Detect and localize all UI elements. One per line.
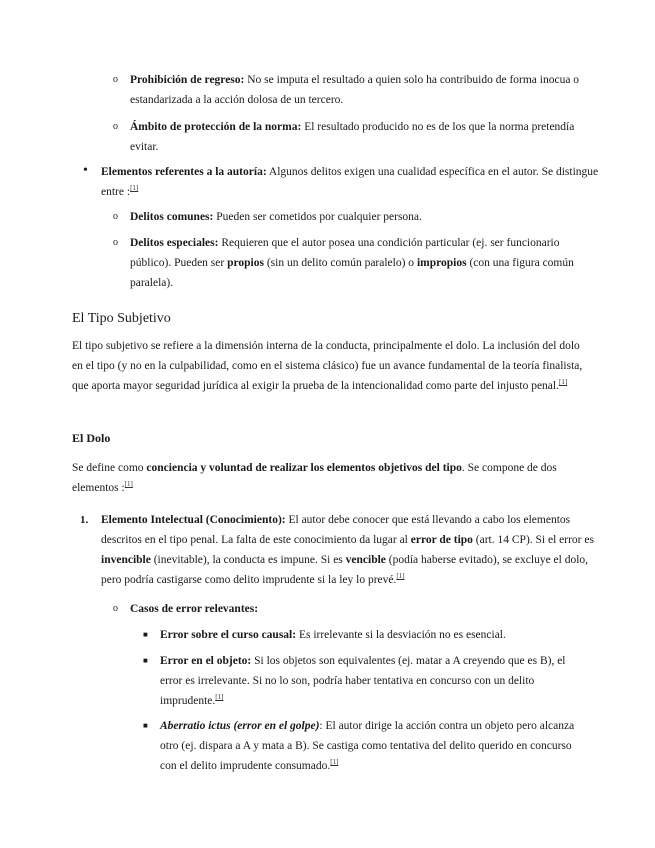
list-item xyxy=(130,207,600,227)
term: Delitos comunes: xyxy=(130,211,214,223)
list-item xyxy=(130,599,600,619)
definition: conciencia y voluntad de realizar los elementos objetivos del tipo xyxy=(146,462,462,474)
footnote-link[interactable]: [1] xyxy=(396,572,405,581)
item-text: El resultado producido no es de los que la norma pretendía evitar. xyxy=(130,121,575,153)
item-text: No se imputa el resultado a quien solo ha contribuido de forma inocua o estandarizada a la acción dolosa de un tercero. xyxy=(130,74,580,106)
item-text: : El autor dirige la acción contra un objeto pero alcanza otro (ej. dispara a A y mata a B). Se castiga como tentativa del delito querido en concurso con el delito imprudente consumado. xyxy=(160,720,575,772)
list-item xyxy=(101,510,601,590)
footnote-link[interactable]: [1] xyxy=(124,480,133,489)
list-item xyxy=(130,70,600,110)
text: (inevitable), la conducta es impune. Si es xyxy=(150,554,346,566)
term-error-tipo: error de tipo xyxy=(410,534,473,546)
term: Error en el objeto: xyxy=(160,655,252,667)
list-marker: o xyxy=(113,237,118,248)
term-propios: propios xyxy=(227,257,264,269)
section-heading: El Tipo Subjetivo xyxy=(72,311,171,326)
term: Casos de error relevantes: xyxy=(130,603,259,615)
item-text: Es irrelevante si la desviación no es esencial. xyxy=(296,629,506,641)
text: . Se compone de dos elementos : xyxy=(72,462,557,494)
text: (sin un delito común paralelo) o xyxy=(263,257,417,269)
term: Elementos referentes a la autoría: xyxy=(101,166,267,178)
term-impropios: impropios xyxy=(416,257,467,269)
list-item xyxy=(130,233,600,293)
text: Requieren que el autor posea una condición particular (ej. ser funcionario público). Pueden ser xyxy=(130,237,560,269)
list-item xyxy=(160,651,590,711)
term: Delitos especiales: xyxy=(130,237,219,249)
footnote-link[interactable]: [1] xyxy=(130,184,139,193)
paragraph xyxy=(72,336,587,396)
square-marker: ■ xyxy=(143,721,148,730)
item-text: Pueden ser cometidos por cualquier persona. xyxy=(213,211,422,223)
subsection-heading: El Dolo xyxy=(72,431,111,445)
text: (art. 14 CP). Si el error es xyxy=(472,534,594,546)
square-marker: ■ xyxy=(143,630,148,639)
list-number: 1. xyxy=(80,514,89,526)
footnote-link[interactable]: [1] xyxy=(330,758,339,767)
item-text: Algunos delitos exigen una cualidad específica en el autor. Se distingue entre : xyxy=(101,166,599,198)
term: Prohibición de regreso: xyxy=(130,74,245,86)
bullet-marker: • xyxy=(83,163,88,178)
list-item xyxy=(101,162,601,202)
list-marker: o xyxy=(113,74,118,85)
term-vencible: vencible xyxy=(345,554,386,566)
term-invencible: invencible xyxy=(101,554,151,566)
text: (con una figura común paralela). xyxy=(130,257,574,289)
term: Elemento Intelectual (Conocimiento): xyxy=(101,514,286,526)
term: Ámbito de protección de la norma: xyxy=(130,121,302,133)
list-marker: o xyxy=(113,121,118,132)
text: El autor debe conocer que está llevando a cabo los elementos descritos en el tipo penal. La falta de este conocimiento da lugar al xyxy=(101,514,571,546)
item-text: Si los objetos son equivalentes (ej. matar a A creyendo que es B), el error es irrelevante. Si no lo son, podría haber tentativa en concurso con un delito imprudente. xyxy=(160,655,566,707)
paragraph xyxy=(72,458,587,498)
term: Error sobre el curso causal: xyxy=(160,629,297,641)
list-marker: o xyxy=(113,603,118,614)
list-item xyxy=(160,716,590,776)
paragraph-text: El tipo subjetivo se refiere a la dimensión interna de la conducta, principalmente el dolo. La inclusión del dolo en el tipo (y no en la culpabilidad, como en el sistema clásico) fue un avance fundamental de la teoría finalista, que aporta mayor seguridad jurídica al exigir la prueba de la intencionalidad como parte del injusto penal. xyxy=(72,340,583,392)
list-marker: o xyxy=(113,211,118,222)
list-item xyxy=(130,117,600,157)
text: (podía haberse evitado), se excluye el dolo, pero podría castigarse como delito imprudente si la ley lo prevé. xyxy=(101,554,589,586)
footnote-link[interactable]: [1] xyxy=(215,693,224,702)
list-item xyxy=(160,625,590,645)
footnote-link[interactable]: [1] xyxy=(558,378,568,387)
square-marker: ■ xyxy=(143,656,148,665)
term: Aberratio ictus (error en el golpe) xyxy=(160,720,320,732)
text: Se define como xyxy=(72,462,147,474)
